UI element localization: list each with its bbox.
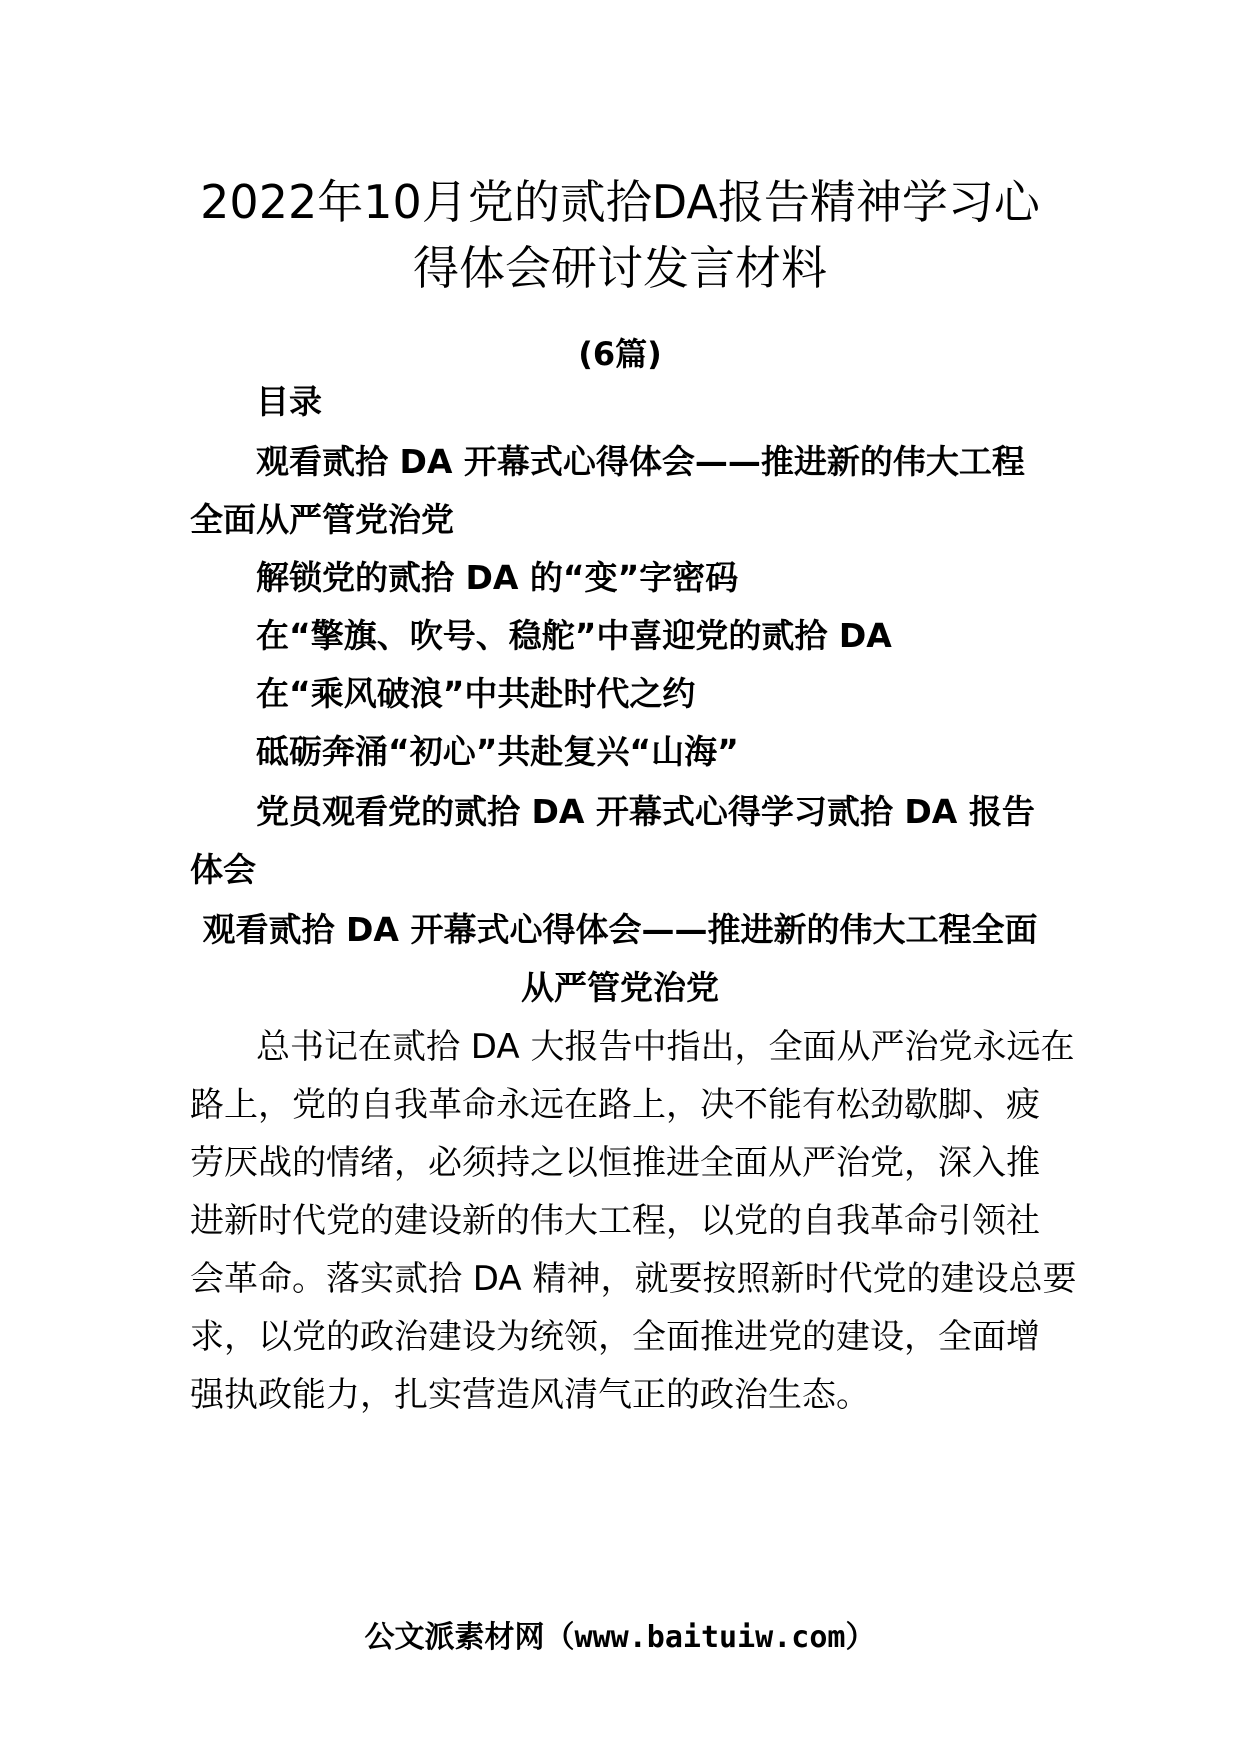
footer-url: （www.baituiw.com） [544, 1620, 876, 1655]
page-footer [0, 1618, 1240, 1658]
toc-item: 观看贰拾 DA 开幕式心得体会——推进新的伟大工程 [256, 442, 1025, 481]
toc-heading: 目录 [256, 382, 322, 421]
document-subtitle: (6篇) [578, 335, 662, 373]
toc-item: 在“擎旗、吹号、稳舵”中喜迎党的贰拾 DA [256, 616, 892, 655]
paragraph-line: 会革命。落实贰拾 DA 精神，就要按照新时代党的建设总要 [190, 1259, 1077, 1299]
toc-item: 全面从严管党治党 [190, 500, 454, 539]
toc-item: 在“乘风破浪”中共赴时代之约 [256, 674, 696, 713]
toc-item: 解锁党的贰拾 DA 的“变”字密码 [256, 558, 739, 597]
paragraph-line: 劳厌战的情绪，必须持之以恒推进全面从严治党，深入推 [190, 1143, 1040, 1183]
paragraph-line: 强执政能力，扎实营造风清气正的政治生态。 [190, 1375, 870, 1415]
section-heading-line-1: 观看贰拾 DA 开幕式心得体会——推进新的伟大工程全面 [202, 910, 1038, 949]
toc-item: 体会 [190, 850, 256, 889]
toc-item: 砥砺奔涌“初心”共赴复兴“山海” [256, 732, 739, 771]
document-title-line-1: 2022年10月党的贰拾DA报告精神学习心 [200, 175, 1040, 229]
section-heading-line-2: 从严管党治党 [521, 968, 719, 1007]
paragraph-line: 求，以党的政治建设为统领，全面推进党的建设，全面增 [190, 1317, 1040, 1357]
paragraph-line: 进新时代党的建设新的伟大工程，以党的自我革命引领社 [190, 1201, 1040, 1241]
paragraph-line: 路上，党的自我革命永远在路上，决不能有松劲歇脚、疲 [190, 1085, 1040, 1125]
footer-site-name: 公文派素材网 [364, 1620, 545, 1655]
document-title-line-2: 得体会研讨发言材料 [413, 241, 827, 295]
toc-item: 党员观看党的贰拾 DA 开幕式心得学习贰拾 DA 报告 [256, 792, 1035, 831]
paragraph-line: 总书记在贰拾 DA 大报告中指出，全面从严治党永远在 [256, 1027, 1075, 1067]
